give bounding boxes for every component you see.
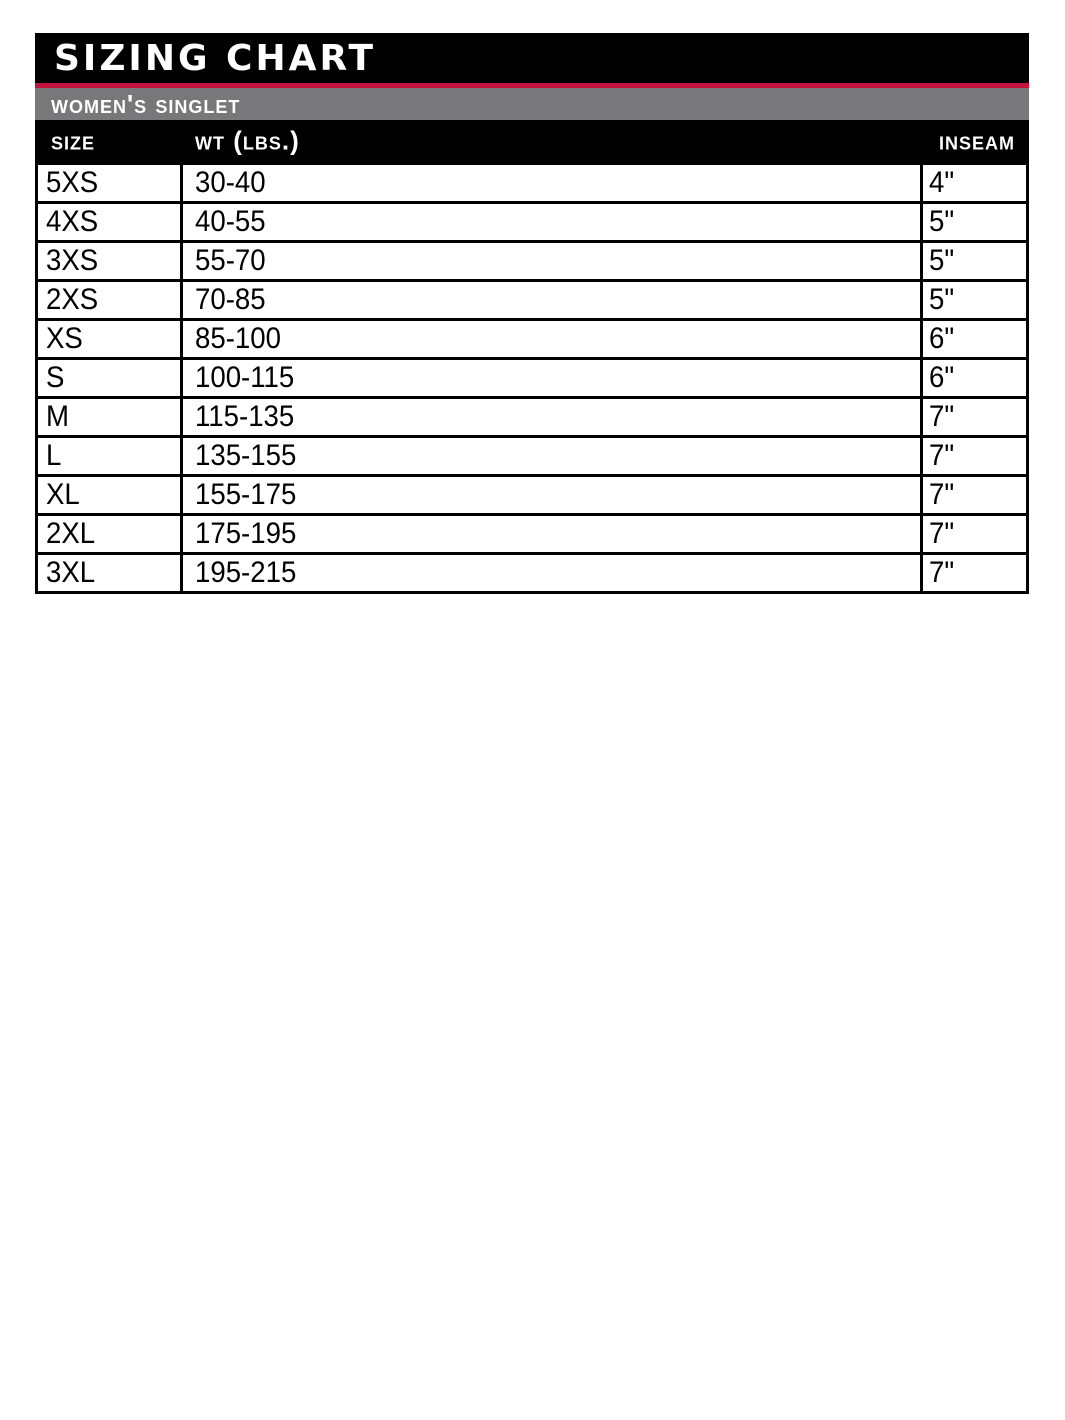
inseam-cell: [922, 515, 1028, 554]
table-row: [37, 554, 1028, 593]
weight-cell: [182, 476, 922, 515]
size-cell-text: 5XS: [46, 166, 99, 199]
inseam-cell: [922, 476, 1028, 515]
table-row: [37, 359, 1028, 398]
inseam-cell-text: 5": [929, 244, 955, 277]
size-cell: [37, 554, 182, 593]
size-cell-text: 4XS: [46, 205, 99, 238]
inseam-cell-text: 5": [929, 205, 955, 238]
inseam-cell-text: 7": [929, 400, 955, 433]
weight-cell: [182, 554, 922, 593]
inseam-cell: [922, 398, 1028, 437]
weight-cell-text: 175-195: [195, 517, 297, 550]
weight-cell-text: 100-115: [195, 361, 295, 394]
column-header-size: size: [51, 125, 96, 156]
weight-cell: [182, 515, 922, 554]
size-cell-text: S: [46, 361, 65, 394]
sizing-table: [35, 162, 1029, 594]
weight-cell-text: 40-55: [195, 205, 266, 238]
inseam-cell-text: 6": [929, 322, 955, 355]
inseam-cell: [922, 320, 1028, 359]
weight-cell: [182, 164, 922, 203]
size-cell-text: 3XS: [46, 244, 99, 277]
size-cell: [37, 164, 182, 203]
size-cell: [37, 242, 182, 281]
size-cell-text: 2XS: [46, 283, 99, 316]
weight-cell-text: 30-40: [195, 166, 266, 199]
sizing-table-body: [37, 164, 1028, 593]
size-cell-text: XL: [46, 478, 80, 511]
table-row: [37, 320, 1028, 359]
weight-cell: [182, 203, 922, 242]
inseam-cell-text: 7": [929, 439, 955, 472]
table-row: [37, 164, 1028, 203]
column-header-inseam: inseam: [938, 125, 1015, 156]
weight-cell: [182, 359, 922, 398]
weight-cell: [182, 398, 922, 437]
column-header-weight: wt (lbs.): [195, 125, 300, 156]
inseam-cell: [922, 281, 1028, 320]
weight-cell: [182, 437, 922, 476]
weight-cell: [182, 242, 922, 281]
inseam-cell-text: 5": [929, 283, 955, 316]
table-row: [37, 398, 1028, 437]
size-cell: [37, 281, 182, 320]
inseam-cell-text: 6": [929, 361, 955, 394]
inseam-cell-text: 7": [929, 517, 955, 550]
table-row: [37, 437, 1028, 476]
inseam-cell: [922, 359, 1028, 398]
inseam-cell-text: 7": [929, 556, 955, 589]
inseam-cell: [922, 554, 1028, 593]
inseam-cell: [922, 164, 1028, 203]
inseam-cell: [922, 437, 1028, 476]
weight-cell-text: 135-155: [195, 439, 297, 472]
weight-cell: [182, 320, 922, 359]
weight-cell-text: 85-100: [195, 322, 281, 355]
inseam-cell-text: 7": [929, 478, 955, 511]
size-cell-text: 2XL: [46, 517, 96, 550]
weight-cell-text: 155-175: [195, 478, 297, 511]
table-row: [37, 281, 1028, 320]
weight-cell-text: 115-135: [195, 400, 295, 433]
size-cell-text: XS: [46, 322, 83, 355]
size-cell: [37, 398, 182, 437]
table-row: [37, 476, 1028, 515]
table-row: [37, 515, 1028, 554]
inseam-cell: [922, 203, 1028, 242]
weight-cell: [182, 281, 922, 320]
size-cell: [37, 515, 182, 554]
table-header-row: [35, 120, 1029, 162]
size-cell: [37, 203, 182, 242]
table-row: [37, 203, 1028, 242]
weight-cell-text: 70-85: [195, 283, 266, 316]
inseam-cell-text: 4": [929, 166, 955, 199]
size-cell-text: 3XL: [46, 556, 96, 589]
page-title: SIZING CHART: [54, 37, 377, 79]
size-cell: [37, 320, 182, 359]
title-bar: [35, 33, 1029, 83]
table-row: [37, 242, 1028, 281]
size-cell: [37, 359, 182, 398]
size-cell: [37, 476, 182, 515]
subtitle-bar: [35, 88, 1029, 120]
size-cell-text: L: [46, 439, 62, 472]
weight-cell-text: 195-215: [195, 556, 297, 589]
weight-cell-text: 55-70: [195, 244, 266, 277]
product-subtitle: women's singlet: [51, 88, 241, 119]
sizing-chart-sheet: [35, 33, 1029, 594]
size-cell-text: M: [46, 400, 69, 433]
size-cell: [37, 437, 182, 476]
inseam-cell: [922, 242, 1028, 281]
